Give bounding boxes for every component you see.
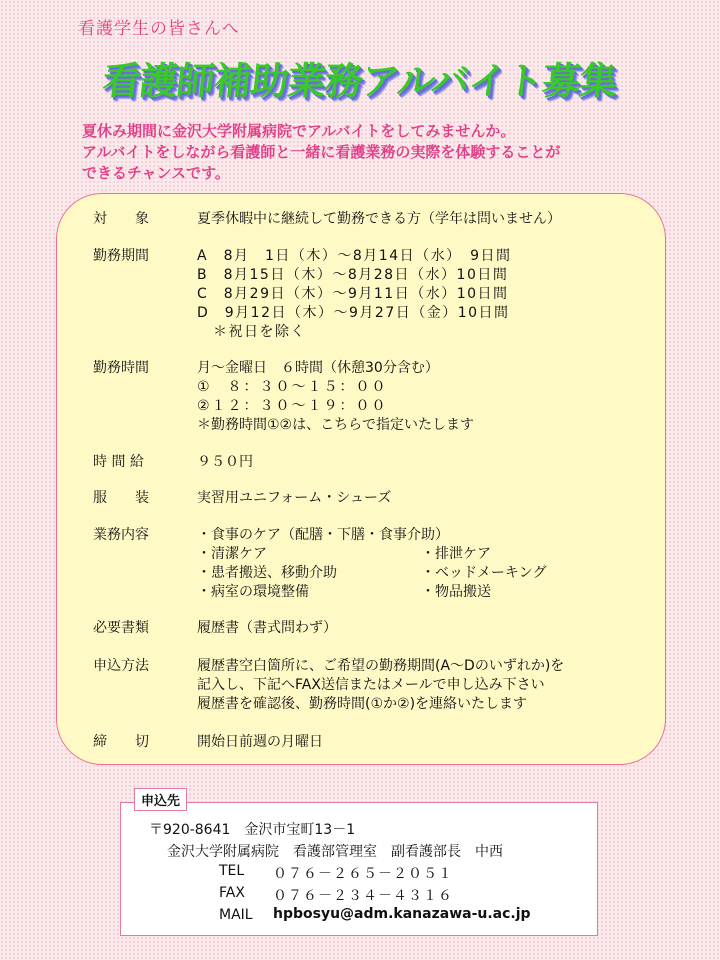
wage-value: ９５０円	[197, 454, 253, 470]
period-line: B 8月15日（木）～8月28日（水）10日間	[197, 267, 509, 283]
task-item: ・病室の環境整備	[197, 584, 309, 600]
documents-label: 必要書類	[93, 620, 149, 636]
hours-line: ②１２：３０～１９：００	[197, 398, 388, 414]
intro-line: 夏休み期間に金沢大学附属病院でアルバイトをしてみませんか。	[82, 122, 516, 140]
task-item: ・清潔ケア	[197, 546, 267, 562]
target-value: 夏季休暇中に継続して勤務できる方（学年は問いません）	[197, 211, 561, 227]
period-line: D 9月12日（木）～9月27日（金）10日間	[197, 305, 510, 321]
contact-box	[120, 802, 598, 936]
apply-values	[197, 657, 564, 714]
task-item: ・食事のケア（配膳・下膳・食事介助）	[197, 527, 449, 543]
task-item: ・排泄ケア	[421, 546, 491, 562]
contact-tag: 申込先	[134, 788, 187, 811]
page-title: 看護師補助業務アルバイト募集	[100, 59, 619, 103]
contact-address: 〒920-8641 金沢市宝町13－1	[149, 822, 356, 838]
tasks-label: 業務内容	[93, 527, 149, 543]
contact-office: 金沢大学附属病院 看護部管理室 副看護部長 中西	[167, 844, 503, 860]
apply-line: 履歴書空白箇所に、ご希望の勤務期間(A～Dのいずれか)を	[197, 658, 565, 674]
wage-label: 時 間 給	[93, 454, 144, 470]
intro-line: アルバイトをしながら看護師と一緒に看護業務の実際を体験することが	[82, 143, 561, 161]
greeting-text: 看護学生の皆さんへ	[78, 19, 240, 39]
mail-label: MAIL	[219, 907, 253, 923]
period-line: C 8月29日（木）～9月11日（水）10日間	[197, 286, 509, 302]
hours-line: 月～金曜日 ６時間（休憩30分含む）	[197, 360, 439, 376]
attire-label: 服 装	[93, 490, 149, 506]
tel-number: ０７６－２６５－２０５１	[273, 866, 453, 882]
period-label: 勤務期間	[93, 248, 149, 264]
apply-line: 履歴書を確認後、勤務時間(①か②)を連絡いたします	[197, 696, 528, 712]
fax-number: ０７６－２３４－４３１６	[273, 888, 453, 904]
period-values	[197, 247, 512, 342]
hours-label: 勤務時間	[93, 360, 149, 376]
hours-line: ＊勤務時間①②は、こちらで指定いたします	[197, 417, 474, 433]
details-panel	[56, 193, 666, 765]
task-item: ・患者搬送、移動介助	[197, 565, 337, 581]
period-note: ＊祝日を除く	[213, 324, 306, 340]
documents-value: 履歴書（書式問わず）	[197, 620, 337, 636]
task-item: ・ベッドメーキング	[421, 565, 547, 581]
apply-line: 記入し、下記へFAX送信またはメールで申し込み下さい	[197, 677, 545, 693]
mail-address[interactable]: hpbosyu@adm.kanazawa-u.ac.jp	[273, 906, 531, 922]
hours-values	[197, 359, 474, 435]
tel-label: TEL	[219, 863, 245, 879]
apply-label: 申込方法	[93, 658, 149, 674]
attire-value: 実習用ユニフォーム・シューズ	[197, 490, 392, 506]
task-item: ・物品搬送	[421, 584, 491, 600]
deadline-label: 締 切	[93, 734, 149, 750]
intro-line: できるチャンスです。	[82, 164, 230, 182]
intro-text	[82, 121, 682, 184]
target-label: 対 象	[93, 211, 149, 227]
deadline-value: 開始日前週の月曜日	[197, 734, 323, 750]
hours-line: ① ８：３０～１５：００	[197, 379, 388, 395]
fax-label: FAX	[219, 885, 245, 901]
period-line: A 8月 1日（木）～8月14日（水） 9日間	[197, 248, 512, 264]
